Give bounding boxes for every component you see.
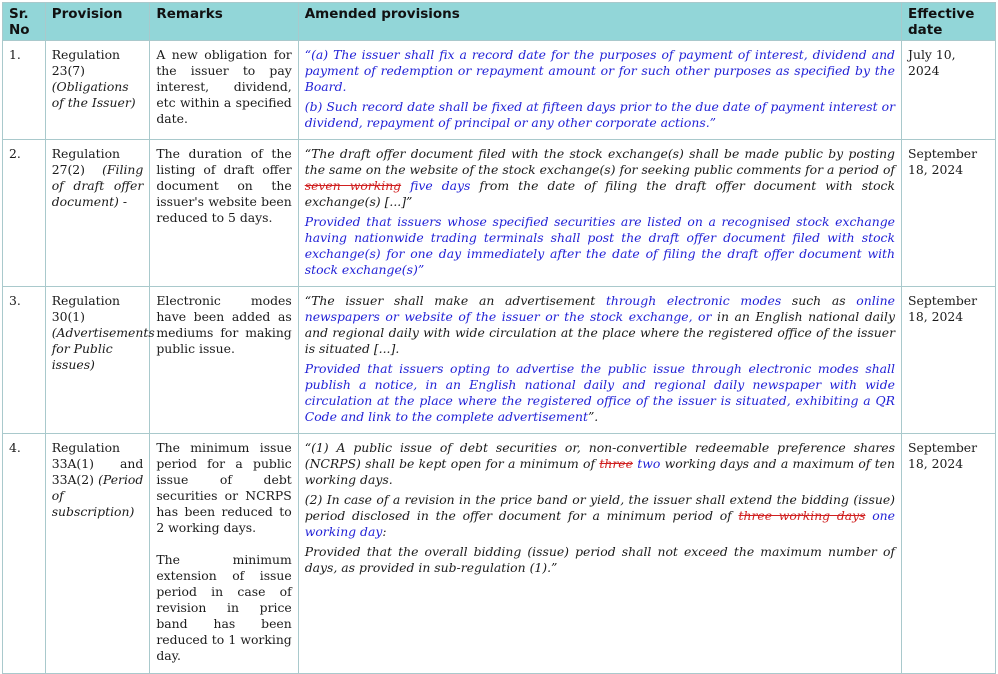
effective-date-cell: September 18, 2024 — [902, 287, 996, 434]
remarks-cell: The duration of the listing of draft offer document on the issuer's website been reduced to 5 days. — [150, 140, 298, 287]
header-effective-date: Effective date — [902, 3, 996, 41]
remarks-cell: Electronic modes have been added as mediums for making public issue. — [150, 287, 298, 434]
provision-ref: Regulation 30(1) — [51, 293, 121, 324]
remarks-cell: A new obligation for the issuer to pay interest, dividend, etc within a specified date. — [150, 41, 298, 140]
amended-proviso: Provided that the overall bidding (issue) period shall not exceed the maximum number of days, as provided in sub-regulation (1).” — [304, 544, 895, 575]
amended-text: (2) In case of a revision in the price band or yield, the issuer shall extend the bidding (issue) period disclosed in the offer document for a minimum period of — [304, 492, 895, 523]
provision-ref: Regulation 23(7) — [51, 47, 121, 78]
provision-cell — [45, 140, 150, 287]
provision-title: (Obligations of the Issuer) — [51, 79, 136, 110]
sr-no-cell: 2. — [3, 140, 46, 287]
amended-text: such as — [781, 293, 857, 308]
header-remarks: Remarks — [150, 3, 298, 41]
provisions-table — [2, 2, 996, 674]
amended-paragraph — [305, 146, 895, 210]
amended-text: “The draft offer document filed with the stock exchange(s) shall be made public by posting the same on the website of the stock exchange(s) for seeking public comments for a period of — [304, 146, 895, 177]
remarks-text: The minimum extension of issue period in case of revision in price band has been reduced to 1 working day. — [156, 552, 292, 663]
inserted-text: five days — [410, 178, 471, 193]
provision-title: (Advertisements for Public issues) — [51, 325, 155, 372]
sr-no-cell: 3. — [3, 287, 46, 434]
header-amended-provisions: Amended provisions — [298, 3, 901, 41]
amended-clause-b: (b) Such record date shall be fixed at fifteen days prior to the due date of payment interest or dividend, repayment of principal or any other corporate actions.” — [304, 99, 895, 130]
amended-proviso: Provided that issuers whose specified securities are listed on a recognised stock exchange having nationwide trading terminals shall post the draft offer document filed with stock exchange(s) for one day immediately after the date of filing the draft offer document with stock exchange(s)” — [304, 214, 895, 277]
table-row — [3, 140, 996, 287]
header-provision: Provision — [45, 3, 150, 41]
amended-cell — [298, 140, 901, 287]
amended-text: “The issuer shall make an advertisement — [304, 293, 606, 308]
inserted-text: through electronic modes — [605, 293, 782, 308]
provision-suffix: - — [118, 194, 128, 209]
sr-no-cell: 1. — [3, 41, 46, 140]
remarks-text: The minimum issue period for a public issue of debt securities or NCRPS has been reduced to 2 working days. — [156, 440, 292, 535]
deleted-text: three — [599, 456, 633, 471]
amended-text: : — [382, 524, 387, 539]
inserted-text: one working day — [304, 508, 895, 539]
table-row — [3, 287, 996, 434]
header-sr-no: Sr. No — [3, 3, 46, 41]
provision-title: (Filing of draft offer document) — [51, 162, 144, 209]
amended-paragraph — [305, 492, 895, 540]
inserted-text: Provided that issuers opting to advertise the public issue through electronic modes shall publish a notice, in an English national daily and regional daily newspaper with wide circulation at the place where the registered office of the issuer is situated, exhibiting a QR Code and link to the complete advertisement — [304, 361, 895, 424]
provision-title: (Period of subscription) — [51, 472, 144, 519]
amended-text: in an English national daily and regional daily with wide circulation at the place where the registered office of the issuer is situated [...]. — [304, 309, 895, 356]
amended-cell — [298, 41, 901, 140]
inserted-text: two — [637, 456, 661, 471]
deleted-text: seven working — [304, 178, 402, 193]
amended-proviso — [305, 361, 895, 425]
deleted-text: three working days — [738, 508, 866, 523]
inserted-text: online newspapers or website of the issuer or the stock exchange, or — [304, 293, 895, 324]
table-row — [3, 41, 996, 140]
header-row — [3, 3, 996, 41]
sr-no-cell: 4. — [3, 434, 46, 674]
amended-clause-a: “(a) The issuer shall fix a record date for the purposes of payment of interest, dividend and payment of redemption or repayment amount or for such other purposes as specified by the Board. — [304, 47, 895, 94]
amended-text: ”. — [587, 409, 599, 424]
effective-date-cell: September 18, 2024 — [902, 140, 996, 287]
provision-cell — [45, 434, 150, 674]
effective-date-cell: July 10, 2024 — [902, 41, 996, 140]
effective-date-cell: September 18, 2024 — [902, 434, 996, 674]
amended-cell — [298, 287, 901, 434]
amended-text: working days and a maximum of ten working days. — [304, 456, 895, 487]
amended-text: from the date of filing the draft offer document with stock exchange(s) [...]” — [304, 178, 895, 209]
amended-cell — [298, 434, 901, 674]
provision-ref: Regulation 27(2) — [51, 146, 121, 177]
table-row — [3, 434, 996, 674]
provision-cell — [45, 41, 150, 140]
amended-paragraph — [305, 293, 895, 357]
provision-cell — [45, 287, 155, 434]
amended-text: “(1) A public issue of debt securities or, non-convertible redeemable preference shares (NCRPS) shall be kept open for a minimum of — [304, 440, 895, 471]
remarks-cell — [150, 434, 298, 674]
amended-paragraph — [305, 440, 895, 488]
provision-ref: Regulation 33A(1) and 33A(2) — [51, 440, 144, 487]
